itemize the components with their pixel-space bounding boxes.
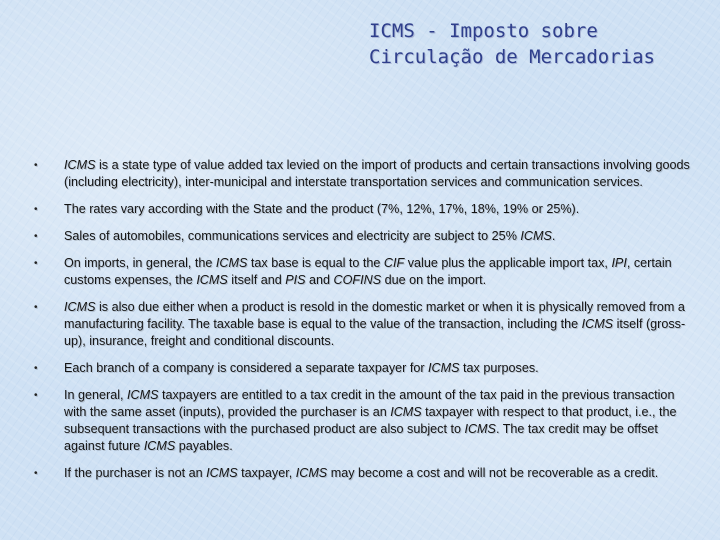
- bullet-text-segment: Each branch of a company is considered a separate taxpayer for: [64, 361, 429, 375]
- bullet-text: [64, 228, 694, 245]
- bullet-text-italic-segment: ICMS: [390, 405, 422, 419]
- bullet-text-segment: If the purchaser is not an: [64, 466, 207, 480]
- bullet-text-segment: The rates vary according with the State and the product (7%, 12%, 17%, 18%, 19% or 25%).: [64, 202, 580, 216]
- bullet-text-segment: due on the import.: [381, 273, 487, 287]
- bullet-text-segment: tax base is equal to the: [247, 256, 384, 270]
- bullet-text-segment: tax purposes.: [459, 361, 539, 375]
- bullet-text-italic-segment: ICMS: [581, 317, 614, 331]
- bullet-item: [34, 465, 694, 482]
- bullet-text-segment: On imports, in general, the: [64, 256, 216, 270]
- bullet-text-italic-segment: IPI: [611, 256, 627, 270]
- bullet-text-segment: . The tax credit may be offset against future: [64, 422, 658, 453]
- bullet-text: [64, 201, 694, 218]
- bullet-text: [64, 157, 694, 191]
- bullet-text-segment: .: [551, 229, 556, 243]
- bullet-item: [34, 255, 694, 289]
- bullet-text-italic-segment: ICMS: [196, 273, 228, 287]
- bullet-dot-icon: •: [34, 204, 38, 215]
- bullet-text-segment: is also due either when a product is resold in the domestic market or when it is physically removed from a manufacturing facility. The taxable base is equal to the value of the transaction, including the: [64, 300, 685, 331]
- bullet-text-segment: payables.: [175, 439, 233, 453]
- bullet-text-segment: is a state type of value added tax levied on the import of products and certain transactions involving goods (including electricity), inter-municipal and interstate transportation services and communication services.: [64, 158, 690, 189]
- bullet-text-segment: itself and: [227, 273, 286, 287]
- bullet-text-italic-segment: ICMS: [464, 422, 496, 436]
- bullet-text-segment: itself (gross-up), insurance, freight and conditional discounts.: [64, 317, 686, 348]
- bullet-item: [34, 387, 694, 455]
- bullet-item: [34, 228, 694, 245]
- bullet-text-segment: , certain customs expenses, the: [64, 256, 672, 287]
- slide-title-line-2: Circulação de Mercadorias: [369, 46, 655, 68]
- bullet-text-segment: In general,: [64, 388, 128, 402]
- bullet-dot-icon: •: [34, 231, 38, 242]
- bullet-text: [64, 387, 694, 455]
- bullet-text: [64, 255, 694, 289]
- bullet-text: [64, 465, 694, 482]
- bullet-dot-icon: •: [34, 363, 38, 374]
- bullet-text-italic-segment: COFINS: [333, 273, 382, 287]
- bullet-item: [34, 360, 694, 377]
- bullet-item: [34, 157, 694, 191]
- bullet-dot-icon: •: [34, 468, 38, 479]
- bullet-text-italic-segment: PIS: [285, 273, 306, 287]
- bullet-text-italic-segment: ICMS: [143, 439, 176, 453]
- slide-title: [369, 18, 709, 70]
- bullet-text-segment: taxpayer,: [237, 466, 296, 480]
- bullet-dot-icon: •: [34, 258, 38, 269]
- bullet-text: [64, 360, 694, 377]
- bullet-dot-icon: •: [34, 160, 38, 171]
- bullet-dot-icon: •: [34, 390, 38, 401]
- bullet-text-segment: may become a cost and will not be recoverable as a credit.: [327, 466, 659, 480]
- bullet-text-italic-segment: ICMS: [206, 466, 238, 480]
- bullet-text-italic-segment: CIF: [383, 256, 405, 270]
- bullet-text-segment: taxpayer with respect to that product, i.e., the subsequent transactions with the purchased product are also subject to: [64, 405, 677, 436]
- bullet-item: [34, 201, 694, 218]
- bullet-item: [34, 299, 694, 350]
- bullet-text-italic-segment: ICMS: [64, 300, 96, 314]
- bullet-dot-icon: •: [34, 302, 38, 313]
- bullet-text-italic-segment: ICMS: [64, 158, 96, 172]
- slide-title-line-1: ICMS - Imposto sobre: [369, 20, 598, 42]
- bullet-list: [34, 157, 694, 492]
- bullet-text-segment: taxpayers are entitled to a tax credit in the amount of the tax paid in the previous transaction with the same asset (inputs), provided the purchaser is an: [64, 388, 675, 419]
- bullet-text-segment: value plus the applicable import tax,: [404, 256, 612, 270]
- bullet-text-italic-segment: ICMS: [428, 361, 460, 375]
- bullet-text-italic-segment: ICMS: [520, 229, 552, 243]
- bullet-text-italic-segment: ICMS: [295, 466, 328, 480]
- bullet-text-segment: and: [305, 273, 334, 287]
- bullet-text: [64, 299, 694, 350]
- bullet-text-segment: Sales of automobiles, communications services and electricity are subject to 25%: [64, 229, 521, 243]
- bullet-text-italic-segment: ICMS: [127, 388, 159, 402]
- bullet-text-italic-segment: ICMS: [215, 256, 248, 270]
